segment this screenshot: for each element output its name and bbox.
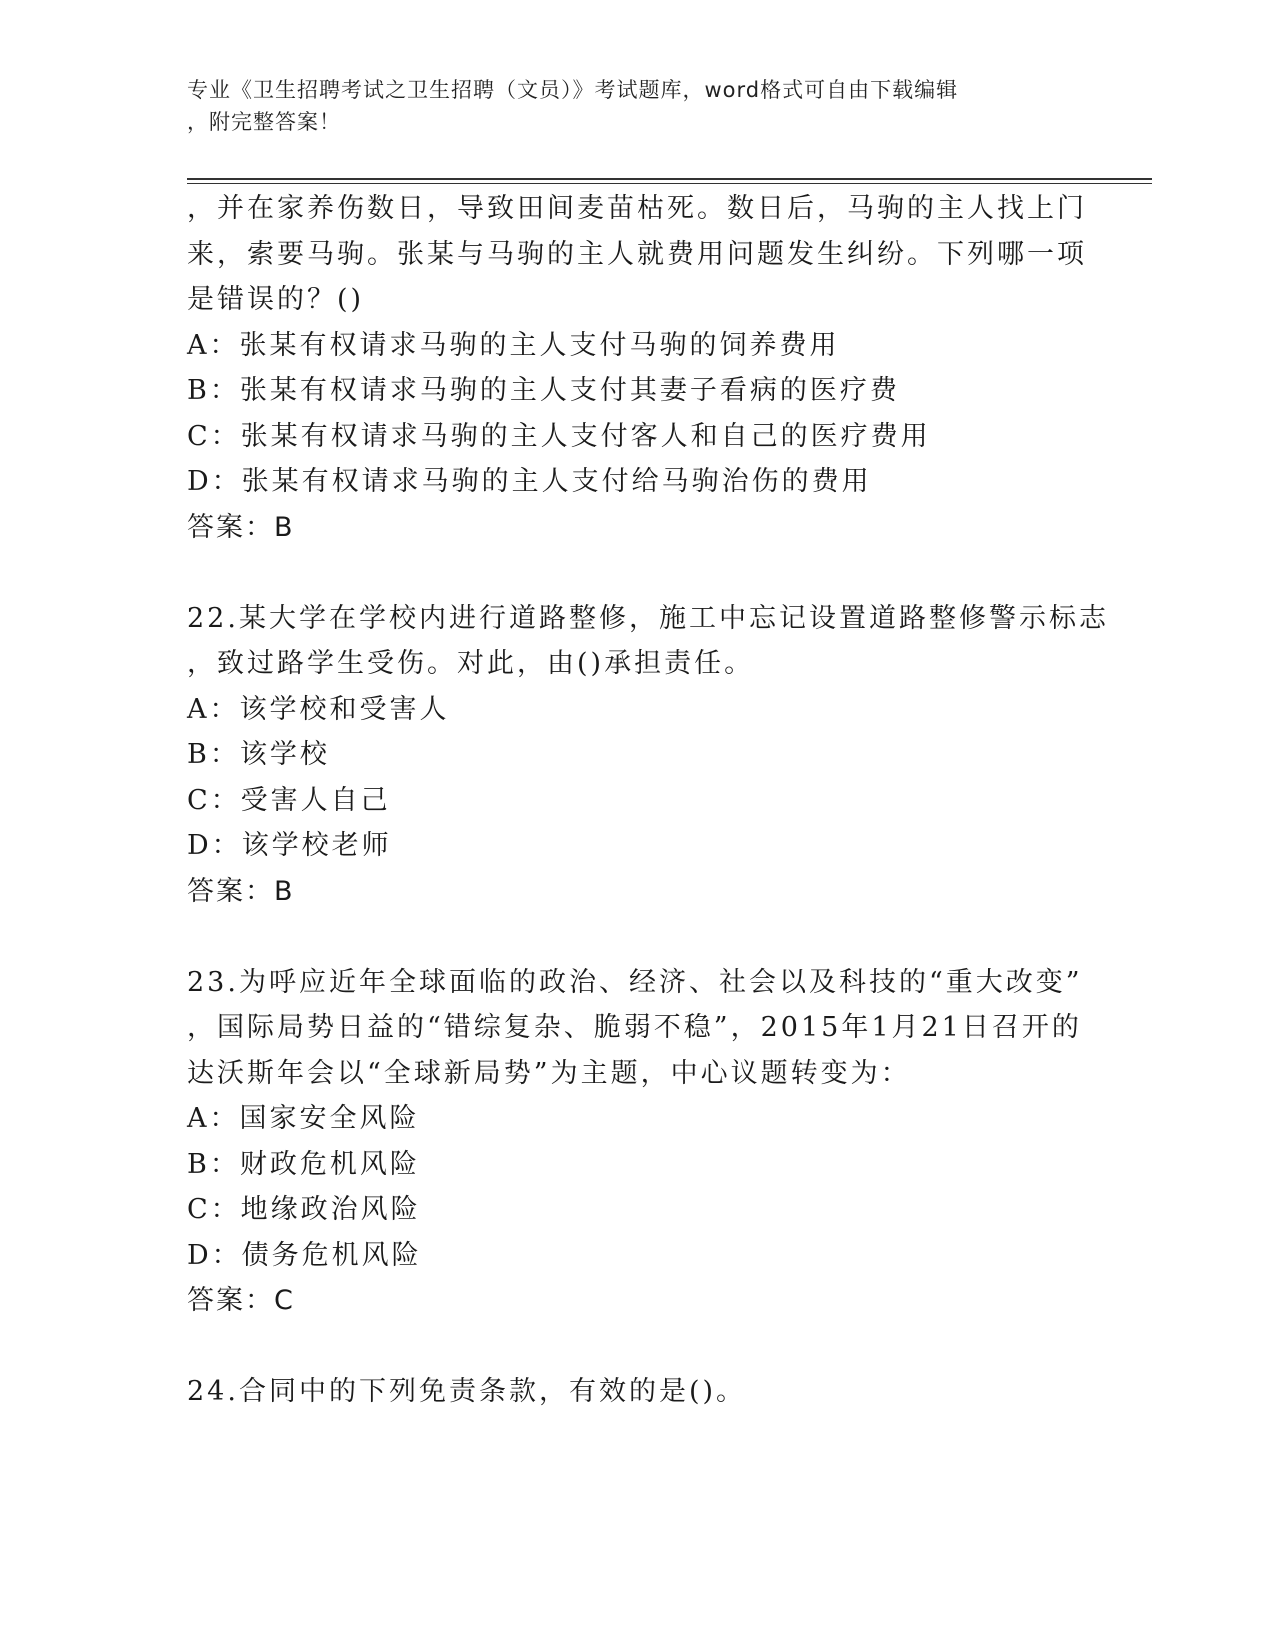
spacer (187, 914, 1087, 960)
answer-label: 答案：B (187, 511, 295, 543)
option-a: A：该学校和受害人 (187, 693, 450, 725)
header-line: ，附完整答案！ (187, 110, 341, 134)
answer-label: 答案：B (187, 875, 295, 907)
option-b: B：财政危机风险 (187, 1148, 420, 1180)
option-b: B：该学校 (187, 739, 330, 770)
option-c: C：张某有权请求马驹的主人支付客人和自己的医疗费用 (187, 420, 931, 452)
spacer (187, 1324, 1087, 1370)
option-b: B：张某有权请求马驹的主人支付其妻子看病的医疗费 (187, 375, 900, 406)
option-a: A：张某有权请求马驹的主人支付马驹的饲养费用 (187, 329, 840, 361)
question-22 (187, 596, 1109, 915)
answer-label: 答案：C (187, 1285, 295, 1316)
option-d: D：该学校老师 (187, 830, 392, 861)
option-a: A：国家安全风险 (187, 1103, 420, 1134)
option-d: D：债务危机风险 (187, 1239, 422, 1271)
question-stem-line: ，致过路学生受伤。对此，由()承担责任。 (187, 648, 755, 679)
option-d: D：张某有权请求马驹的主人支付给马驹治伤的费用 (187, 466, 872, 497)
question-stem-line: 达沃斯年会以“全球新局势”为主题，中心议题转变为： (187, 1057, 911, 1089)
question-stem-line: ，国际局势日益的“错综复杂、脆弱不稳”，2015年1月21日召开的 (187, 1012, 1082, 1043)
question-stem-line: 是错误的？() (187, 284, 365, 315)
question-stem-line: 24.合同中的下列免责条款，有效的是()。 (187, 1376, 747, 1407)
question-stem-line: 23.为呼应近年全球面临的政治、经济、社会以及科技的“重大改变” (187, 966, 1083, 998)
option-c: C：受害人自己 (187, 784, 391, 816)
header-line: 专业《卫生招聘考试之卫生招聘（文员）》考试题库，word格式可自由下载编辑 (187, 78, 959, 102)
document-header (187, 74, 1067, 138)
question-21 (187, 186, 1087, 550)
question-stem-line: ，并在家养伤数日，导致田间麦苗枯死。数日后，马驹的主人找上门 (187, 193, 1087, 224)
question-stem-line: 来，索要马驹。张某与马驹的主人就费用问题发生纠纷。下列哪一项 (187, 238, 1087, 270)
question-content (187, 186, 1109, 1415)
question-24 (187, 1369, 1087, 1415)
header-divider (187, 178, 1152, 184)
spacer (187, 550, 1087, 596)
question-stem-line: 22.某大学在学校内进行道路整修，施工中忘记设置道路整修警示标志 (187, 602, 1109, 634)
option-c: C：地缘政治风险 (187, 1194, 421, 1225)
question-23 (187, 960, 1087, 1324)
